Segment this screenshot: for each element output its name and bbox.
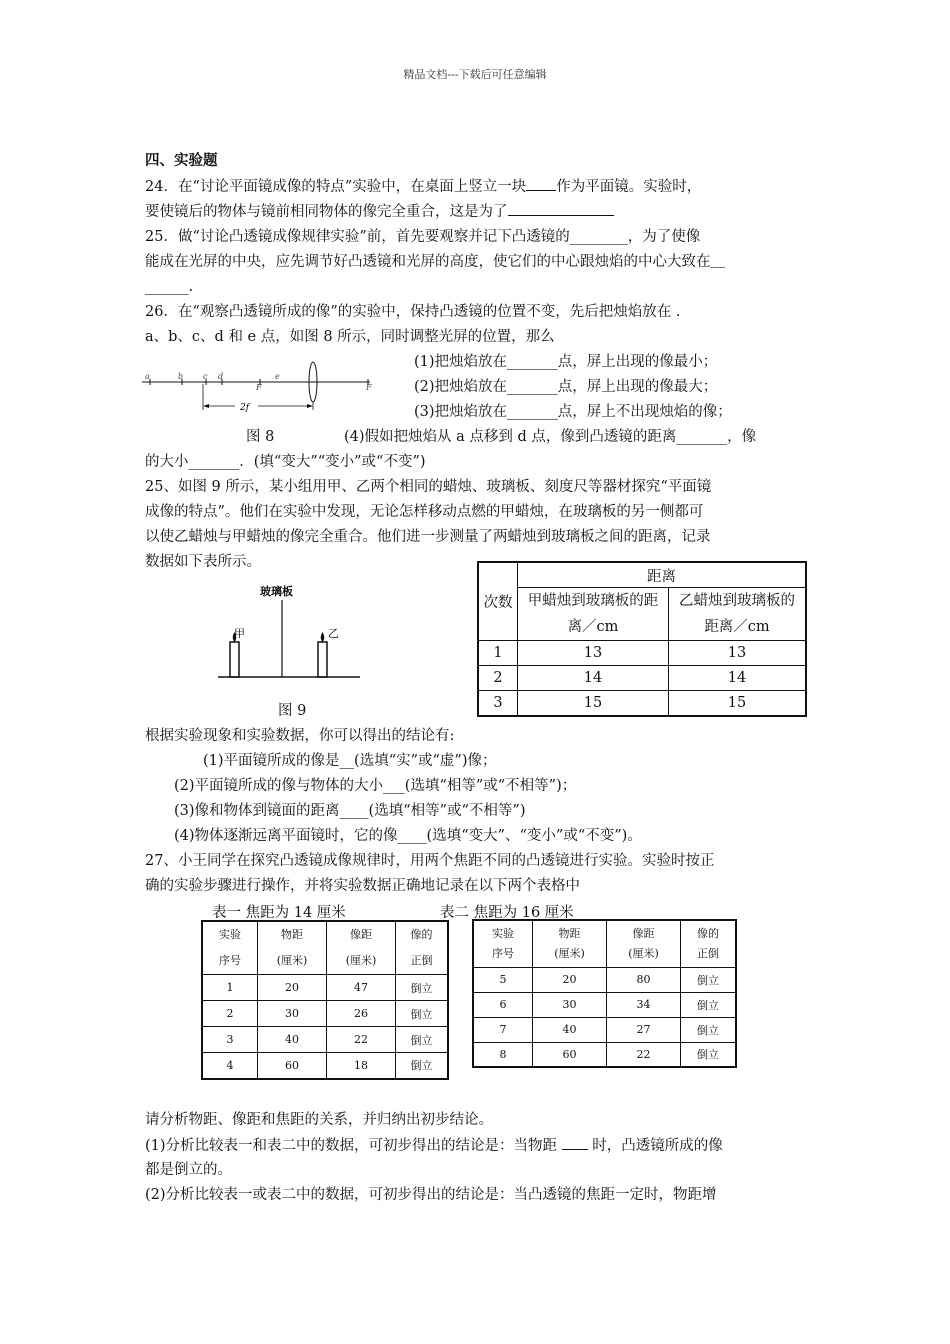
q26-sub1: (1)把烛焰放在_______点，屏上出现的像最小；	[414, 354, 718, 370]
table-row: 2 30 26 倒立	[202, 1001, 448, 1027]
q25a-line3: ______.	[145, 279, 194, 295]
table-row: 3 40 22 倒立	[202, 1027, 448, 1053]
table-row: 6 30 34 倒立	[473, 992, 736, 1017]
q26-line1: 26．在“观察凸透镜所成的像”的实验中，保持凸透镜的位置不变，先后把烛焰放在 .	[145, 304, 681, 320]
t1-header-seq: 实验 序号	[202, 921, 258, 975]
section-title: 四、实验题	[145, 152, 218, 169]
q26-line2: a、b、c、d 和 e 点，如图 8 所示，同时调整光屏的位置，那么	[145, 329, 555, 345]
q25b-conclusion-2: (2)平面镜所成的像与物体的大小___(选填“相等”或“不相等”)；	[174, 778, 577, 794]
figure-9-candles-diagram	[210, 580, 370, 685]
q27-analysis-intro: 请分析物距、像距和焦距的关系，并归纳出初步结论。	[145, 1112, 493, 1128]
t2-header-img: 像距 (厘米)	[607, 920, 681, 967]
t2-header-obj: 物距 (厘米)	[533, 920, 607, 967]
q26-sub2: (2)把烛焰放在_______点，屏上出现的像最大；	[414, 379, 718, 395]
q26-sub4: (4)假如把烛焰从 a 点移到 d 点，像到凸透镜的距离_______，像	[344, 429, 757, 445]
q24-line2: 要使镜后的物体与镜前相同物体的像完全重合，这是为了	[145, 201, 614, 222]
q25b-conclusion-1: (1)平面镜所成的像是__(选填“实”或“虚”)像；	[203, 753, 497, 769]
table-row: 2 14 14	[478, 666, 806, 691]
focal-14-table	[201, 920, 449, 1080]
q24-line1: 24．在“讨论平面镜成像的特点”实验中，在桌面上竖立一块 作为平面镜。实验时，	[145, 176, 701, 197]
fig8-point-f-right: F	[366, 383, 372, 392]
fig8-point-d: d	[218, 372, 224, 381]
distance-table-header-jia: 甲蜡烛到玻璃板的距 离／cm	[518, 588, 669, 641]
q26-sub3: (3)把烛焰放在_______点，屏上不出现烛焰的像；	[414, 404, 732, 420]
q25a-line2: 能成在光屏的中央，应先调节好凸透镜和光屏的高度，使它们的中心跟烛焰的中心大致在＿	[145, 254, 725, 270]
fig8-point-c: c	[203, 372, 208, 381]
table-row: 1 20 47 倒立	[202, 975, 448, 1001]
t1-header-orientation: 像的 正倒	[396, 921, 449, 975]
fig8-point-e: e	[275, 372, 280, 381]
fig9-glass-label: 玻璃板	[260, 585, 293, 598]
distance-table-header-yi: 乙蜡烛到玻璃板的 距离／cm	[669, 588, 807, 641]
fig8-2f-label: 2f	[240, 403, 250, 413]
q27-blank1	[562, 1135, 588, 1150]
figure-8-caption: 图 8	[246, 429, 275, 445]
q27-analysis-1-cont: 都是倒立的。	[145, 1162, 232, 1178]
table1-title: 表一 焦距为 14 厘米	[212, 905, 346, 921]
table-row: 3 15 15	[478, 691, 806, 717]
table-row: 7 40 27 倒立	[473, 1017, 736, 1042]
q25b-line3: 以使乙蜡烛与甲蜡烛的像完全重合。他们进一步测量了两蜡烛到玻璃板之间的距离，记录	[145, 529, 711, 545]
distance-table	[477, 561, 807, 717]
focal-16-table	[472, 919, 737, 1068]
q25b-line4: 数据如下表所示。	[145, 554, 261, 570]
q25b-conclusion-intro: 根据实验现象和实验数据，你可以得出的结论有:	[145, 728, 455, 744]
table-row: 8 60 22 倒立	[473, 1042, 736, 1067]
q25b-conclusion-4: (4)物体逐渐远离平面镜时，它的像____(选填“变大”、“变小”或“不变”)。	[174, 828, 642, 844]
fig8-point-b: b	[178, 372, 184, 381]
table-row: 1 13 13	[478, 641, 806, 666]
q25b-line2: 成像的特点”。他们在实验中发现，无论怎样移动点燃的甲蜡烛，在玻璃板的另一侧都可	[145, 504, 704, 520]
distance-table-header-times: 次数	[478, 562, 518, 641]
q24-blank1	[526, 176, 556, 191]
page-header: 精品文档---下载后可任意编辑	[403, 68, 547, 81]
table-row: 4 60 18 倒立	[202, 1053, 448, 1079]
fig9-jia-label: 甲	[234, 627, 245, 640]
t1-header-obj: 物距 (厘米)	[258, 921, 327, 975]
t2-header-orientation: 像的 正倒	[681, 920, 737, 967]
q25a-line1: 25．做“讨论凸透镜成像规律实验”前，首先要观察并记下凸透镜的________，为了使像	[145, 229, 701, 245]
q27-analysis-2: (2)分析比较表一或表二中的数据，可初步得出的结论是：当凸透镜的焦距一定时，物距增	[145, 1187, 717, 1203]
fig9-yi-label: 乙	[328, 627, 339, 640]
q25b-conclusion-3: (3)像和物体到镜面的距离____(选填“相等”或“不相等”)	[174, 803, 526, 819]
t2-header-seq: 实验 序号	[473, 920, 533, 967]
figure-8-lens-diagram	[140, 360, 410, 420]
q27-line1: 27、小王同学在探究凸透镜成像规律时，用两个焦距不同的凸透镜进行实验。实验时按正	[145, 853, 715, 869]
fig8-point-a: a	[145, 372, 150, 381]
t1-header-img: 像距 (厘米)	[327, 921, 396, 975]
q25b-line1: 25、如图 9 所示，某小组用甲、乙两个相同的蜡烛、玻璃板、刻度尺等器材探究“平面镜	[145, 479, 712, 495]
q26-sub5: 的大小_______．(填“变大”“变小”或“不变”)	[145, 454, 426, 470]
q27-analysis-1: (1)分析比较表一和表二中的数据，可初步得出的结论是：当物距 时，凸透镜所成的像	[145, 1135, 723, 1156]
figure-9-caption: 图 9	[278, 703, 307, 719]
q27-line2: 确的实验步骤进行操作，并将实验数据正确地记录在以下两个表格中	[145, 878, 580, 894]
distance-table-header-distance: 距离	[518, 562, 807, 588]
q24-blank2	[508, 201, 614, 216]
table2-title: 表二 焦距为 16 厘米	[440, 905, 574, 921]
fig8-point-f-left: F	[256, 383, 262, 392]
table-row: 5 20 80 倒立	[473, 967, 736, 992]
